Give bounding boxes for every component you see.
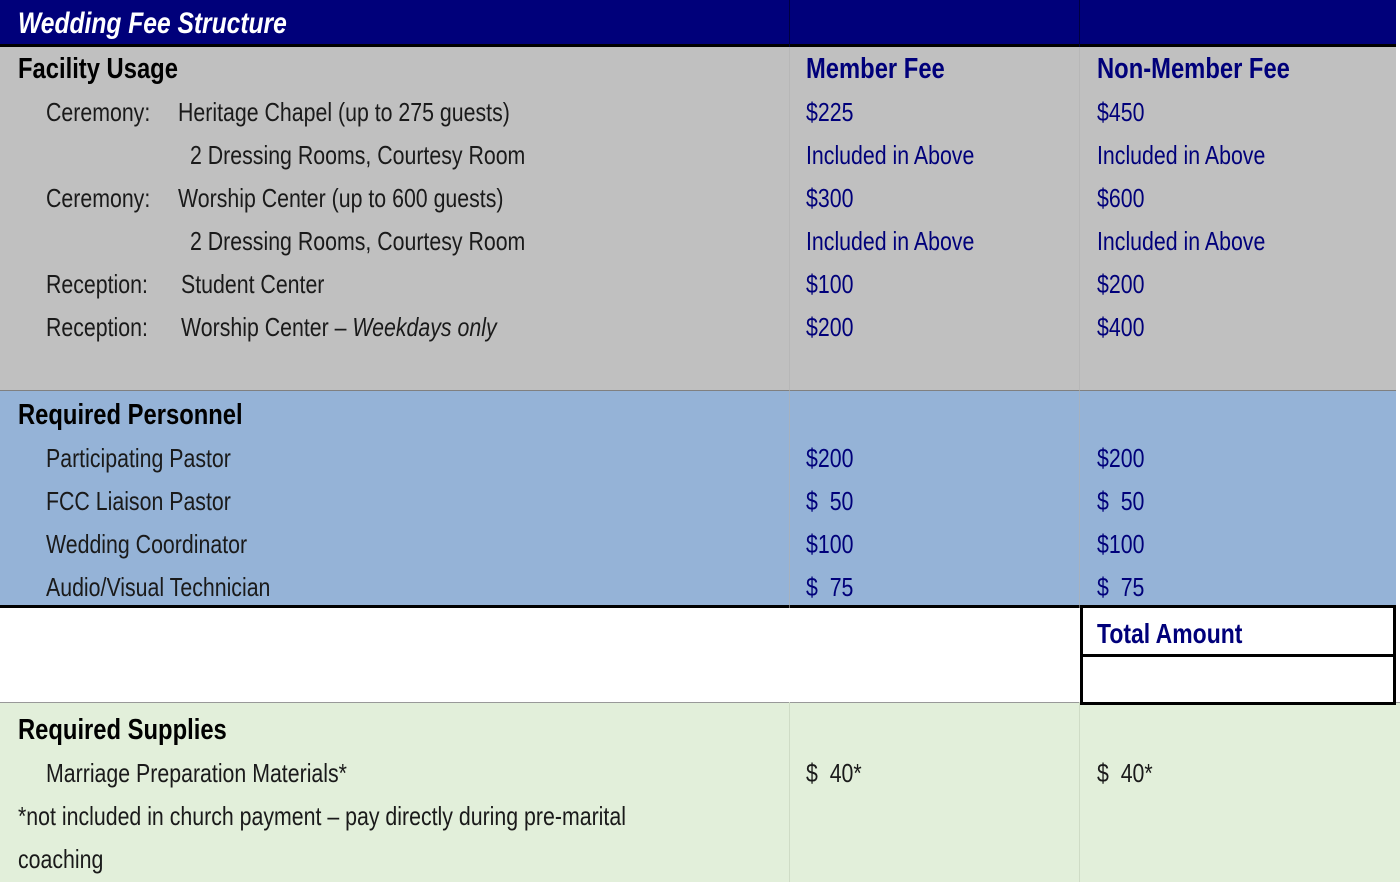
personnel-row-member-fee: $100: [806, 529, 854, 559]
facility-row-venue: Student Center: [181, 269, 325, 299]
facility-row-member-fee: $100: [806, 269, 854, 299]
total-divider: [1083, 654, 1393, 657]
facility-row-label: Reception:: [46, 269, 148, 299]
supplies-heading: Required Supplies: [18, 714, 227, 746]
grid-line: [789, 47, 790, 608]
grid-line: [1079, 0, 1080, 47]
venue-note: Weekdays only: [352, 312, 497, 342]
nonmember-fee-header: Non-Member Fee: [1097, 53, 1290, 85]
supplies-footnote: *not included in church payment – pay directly during pre-marital: [18, 801, 626, 831]
facility-row-venue: 2 Dressing Rooms, Courtesy Room: [190, 140, 526, 170]
facility-row-nonmember-fee: $600: [1097, 183, 1145, 213]
personnel-row-member-fee: $200: [806, 443, 854, 473]
facility-row-label: Ceremony:: [46, 97, 151, 127]
venue-name: Worship Center –: [181, 312, 353, 342]
page-title: Wedding Fee Structure: [18, 7, 287, 40]
facility-row-label: Reception:: [46, 312, 148, 342]
grid-line: [1079, 702, 1080, 882]
facility-row-member-fee: $200: [806, 312, 854, 342]
total-amount-label: Total Amount: [1097, 618, 1243, 649]
facility-row-member-fee: Included in Above: [806, 140, 975, 170]
facility-row-member-fee: Included in Above: [806, 226, 975, 256]
supplies-row-label: Marriage Preparation Materials*: [46, 758, 347, 788]
facility-row-member-fee: $300: [806, 183, 854, 213]
grid-line: [1079, 47, 1080, 608]
member-fee-header: Member Fee: [806, 53, 945, 85]
facility-row-venue: Worship Center (up to 600 guests): [178, 183, 504, 213]
personnel-row-member-fee: $ 50: [806, 486, 854, 516]
facility-row-nonmember-fee: Included in Above: [1097, 140, 1266, 170]
personnel-row-nonmember-fee: $ 75: [1097, 572, 1145, 602]
total-amount-box: [1080, 608, 1396, 705]
facility-row-venue: 2 Dressing Rooms, Courtesy Room: [190, 226, 526, 256]
facility-row-venue: [181, 306, 497, 349]
supplies-row-nonmember-fee: $ 40*: [1097, 758, 1153, 788]
personnel-row-label: FCC Liaison Pastor: [46, 486, 231, 516]
facility-heading: Facility Usage: [18, 53, 178, 85]
personnel-row-nonmember-fee: $ 50: [1097, 486, 1145, 516]
personnel-row-label: Participating Pastor: [46, 443, 231, 473]
personnel-row-label: Wedding Coordinator: [46, 529, 248, 559]
facility-row-member-fee: $225: [806, 97, 854, 127]
facility-row-venue: Heritage Chapel (up to 275 guests): [178, 97, 510, 127]
supplies-row-member-fee: $ 40*: [806, 758, 862, 788]
right-edge: [1396, 0, 1400, 702]
facility-row-nonmember-fee: $400: [1097, 312, 1145, 342]
facility-row-label: Ceremony:: [46, 183, 151, 213]
grid-line: [789, 702, 790, 882]
personnel-row-label: Audio/Visual Technician: [46, 572, 271, 602]
facility-row-nonmember-fee: Included in Above: [1097, 226, 1266, 256]
grid-line: [789, 0, 790, 47]
personnel-row-nonmember-fee: $100: [1097, 529, 1145, 559]
supplies-footnote-continued: coaching: [18, 844, 104, 874]
personnel-row-nonmember-fee: $200: [1097, 443, 1145, 473]
facility-row-nonmember-fee: $200: [1097, 269, 1145, 299]
personnel-row-member-fee: $ 75: [806, 572, 854, 602]
personnel-heading: Required Personnel: [18, 399, 243, 431]
facility-row-nonmember-fee: $450: [1097, 97, 1145, 127]
